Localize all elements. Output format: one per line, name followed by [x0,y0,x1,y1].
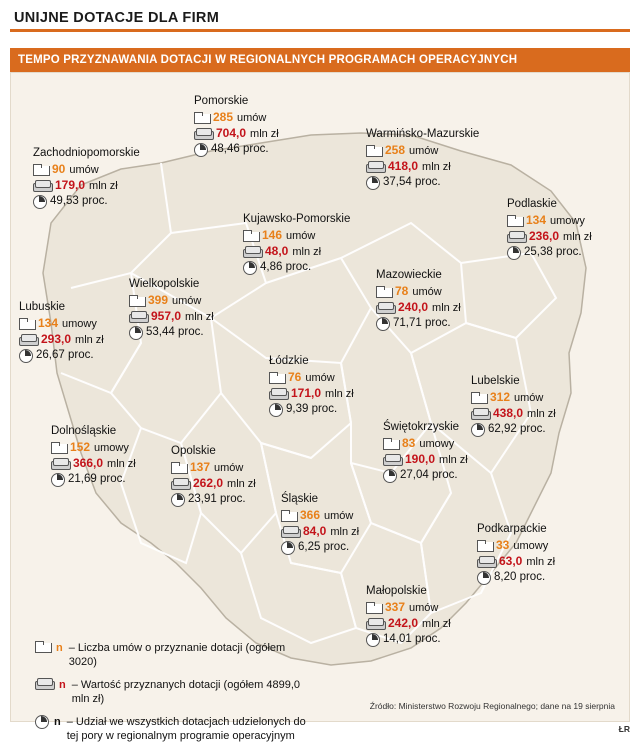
folder-icon [51,442,66,453]
region-umowy-label: umów [286,229,316,242]
region-wartosc-label: mln zł [563,230,592,243]
region-udzial-value: 6,25 proc. [298,541,350,554]
pie-icon [194,143,207,156]
pie-icon [383,469,396,482]
money-icon [366,618,384,629]
region-name: Łódzkie [269,355,309,367]
folder-icon [33,164,48,175]
region-udzial-value: 37,54 proc. [383,176,441,189]
region-udzial-row [366,175,479,191]
author-credit: ŁR [618,724,630,734]
money-icon [269,388,287,399]
region-umowy-row [33,162,140,178]
folder-icon [281,510,296,521]
region-name: Dolnośląskie [51,425,117,437]
folder-icon [35,641,50,652]
region-umowy-value: 146 [262,228,283,243]
region-umowy-value: 366 [300,508,321,523]
region-umowy-label: umów [305,371,335,384]
region-wartosc-row [243,244,350,260]
region-podkarpackie [477,523,555,586]
region-udzial-row [376,316,461,332]
region-name: Kujawsko-Pomorskie [243,213,351,225]
pie-icon [471,423,484,436]
region-umowy-label: umowy [94,441,129,454]
region-umowy-value: 312 [490,390,511,405]
folder-icon [269,372,284,383]
region-umowy-row [376,284,461,300]
region-umowy-row [194,110,279,126]
money-icon [471,408,489,419]
pie-icon [19,349,32,362]
region-umowy-row [366,143,479,159]
region-umowy-label: umów [172,294,202,307]
region-wartosc-value: 171,0 [291,386,322,401]
region-name: Pomorskie [194,95,249,107]
pie-icon [269,403,282,416]
source-note: Źródło: Ministerstwo Rozwoju Regionalnego; dane na 19 sierpnia [369,701,615,711]
region-wielkopolskie [129,278,214,341]
region-wartosc-value: 262,0 [193,476,224,491]
region-umowy-label: umów [412,285,442,298]
region-udzial-row [129,325,214,341]
money-icon [281,526,299,537]
region-wartosc-row [269,386,354,402]
region-podlaskie [507,198,592,261]
region-umowy-value: 152 [70,440,91,455]
region-wartosc-label: mln zł [526,555,556,568]
region-name: Małopolskie [366,585,427,597]
pie-icon [129,326,142,339]
region-name: Podkarpackie [477,523,547,535]
folder-icon [471,392,486,403]
money-icon [477,556,495,567]
region-wartosc-value: 957,0 [151,309,182,324]
region-umowy-row [19,316,104,332]
region-wartosc-label: mln zł [75,333,104,346]
pie-icon [507,246,520,259]
region-slaskie [281,493,359,556]
region-umowy-value: 33 [496,538,510,553]
region-wartosc-value: 293,0 [41,332,72,347]
region-udzial-value: 21,69 proc. [68,473,126,486]
region-udzial-row [243,260,350,276]
region-wartosc-row [194,126,279,142]
region-udzial-value: 62,92 proc. [488,423,546,436]
region-wartosc-label: mln zł [250,127,279,140]
region-umowy-label: umów [237,111,267,124]
region-wartosc-value: 63,0 [499,554,523,569]
region-wartosc-value: 418,0 [388,159,419,174]
region-umowy-row [129,293,214,309]
region-wartosc-label: mln zł [439,453,468,466]
region-udzial-value: 48,46 proc. [211,143,269,156]
money-icon [19,334,37,345]
region-wartosc-value: 438,0 [493,406,524,421]
region-wartosc-value: 236,0 [529,229,560,244]
pie-icon [477,571,490,584]
region-wartosc-value: 366,0 [73,456,104,471]
region-udzial-row [171,492,256,508]
region-wartosc-label: mln zł [330,525,360,538]
region-name: Świętokrzyskie [383,421,460,433]
money-icon [383,454,401,465]
region-udzial-value: 25,38 proc. [524,246,582,259]
region-umowy-value: 90 [52,162,66,177]
region-udzial-row [471,422,556,438]
region-umowy-value: 83 [402,436,416,451]
region-wartosc-value: 179,0 [55,178,86,193]
region-wartosc-label: mln zł [227,477,256,490]
region-wartosc-value: 704,0 [216,126,247,141]
region-udzial-value: 23,91 proc. [188,493,246,506]
region-wartosc-label: mln zł [432,301,461,314]
page-title: UNIJNE DOTACJE DLA FIRM [10,6,630,32]
region-umowy-row [383,436,468,452]
region-name: Lubuskie [19,301,66,313]
money-icon [366,161,384,172]
region-wartosc-value: 240,0 [398,300,429,315]
region-umowy-label: umowy [419,437,455,450]
region-udzial-value: 14,01 proc. [383,633,441,646]
region-wartosc-row [383,452,468,468]
legend-symbol-n-orange: n [56,642,63,654]
legend-symbol-n-black: n [54,716,61,729]
region-opolskie [171,445,256,508]
region-zachodniopomorskie [33,147,140,210]
region-udzial-value: 49,53 proc. [50,195,108,208]
legend-text-udzial: – Udział we wszystkich dotacjach udzielonych do tej pory w regionalnym programie operacyjnym [66,716,306,743]
region-umowy-value: 78 [395,284,409,299]
region-umowy-row [477,538,555,554]
folder-icon [366,145,381,156]
region-umowy-label: umów [324,509,354,522]
region-wartosc-label: mln zł [422,160,451,173]
pie-icon [35,715,48,728]
region-umowy-row [471,390,556,406]
region-udzial-row [51,472,136,488]
region-wartosc-value: 190,0 [405,452,436,467]
region-name: Podlaskie [507,198,557,210]
money-icon [35,678,53,689]
legend-text-wartosc: – Wartość przyznanych dotacji (ogółem 4899,0 mln zł) [71,679,300,706]
region-udzial-row [477,570,555,586]
pie-icon [366,633,379,646]
region-udzial-row [383,468,468,484]
region-wartosc-label: mln zł [107,457,136,470]
region-umowy-row [366,600,451,616]
region-umowy-row [51,440,136,456]
money-icon [507,231,525,242]
region-wartosc-row [129,309,214,325]
region-wartosc-row [471,406,556,422]
subtitle-bar: TEMPO PRZYZNAWANIA DOTACJI W REGIONALNYCH PROGRAMACH OPERACYJNYCH [10,48,630,72]
region-swietokrzyskie [383,421,468,484]
region-udzial-value: 8,20 proc. [494,571,546,584]
region-pomorskie [194,95,279,158]
region-lodzkie [269,355,354,418]
region-umowy-row [281,508,359,524]
region-wartosc-row [281,524,359,540]
region-umowy-value: 258 [385,143,406,158]
region-umowy-value: 134 [526,213,547,228]
region-umowy-label: umów [409,601,439,614]
region-wartosc-row [33,178,140,194]
region-dolnoslaskie [51,425,136,488]
region-udzial-row [19,348,104,364]
region-name: Opolskie [171,445,216,457]
region-umowy-label: umów [514,391,544,404]
region-umowy-row [171,460,256,476]
region-name: Warmińsko-Mazurskie [366,128,480,140]
money-icon [376,302,394,313]
region-umowy-row [269,370,354,386]
region-kujawsko-pomorskie [243,213,350,276]
region-udzial-row [507,245,592,261]
region-name: Zachodniopomorskie [33,147,140,159]
region-umowy-label: umowy [550,214,585,227]
legend-item-udzial [35,715,315,743]
region-wartosc-label: mln zł [89,179,118,192]
region-umowy-value: 337 [385,600,406,615]
region-wartosc-row [376,300,461,316]
region-umowy-label: umów [69,163,99,176]
region-udzial-row [281,540,359,556]
region-umowy-label: umowy [513,539,549,552]
region-udzial-value: 9,39 proc. [286,403,338,416]
folder-icon [194,112,209,123]
region-lubelskie [471,375,556,438]
region-umowy-label: umowy [62,317,97,330]
region-wartosc-row [477,554,555,570]
region-lubuskie [19,301,104,364]
pie-icon [281,541,294,554]
region-udzial-row [194,142,279,158]
money-icon [51,458,69,469]
pie-icon [171,493,184,506]
region-wartosc-label: mln zł [185,310,214,323]
region-name: Wielkopolskie [129,278,200,290]
pie-icon [33,195,46,208]
money-icon [33,180,51,191]
region-mazowieckie [376,269,461,332]
region-umowy-label: umów [214,461,244,474]
region-name: Lubelskie [471,375,520,387]
money-icon [171,478,189,489]
region-wartosc-row [171,476,256,492]
region-warminsko-mazurskie [366,128,479,191]
region-wartosc-row [507,229,592,245]
region-wartosc-value: 84,0 [303,524,327,539]
region-udzial-row [33,194,140,210]
legend-item-wartosc [35,678,315,706]
region-umowy-value: 137 [190,460,211,475]
folder-icon [129,295,144,306]
money-icon [194,128,212,139]
pie-icon [243,261,256,274]
folder-icon [507,215,522,226]
region-malopolskie [366,585,451,648]
region-wartosc-row [366,159,479,175]
region-wartosc-row [366,616,451,632]
region-umowy-value: 76 [288,370,302,385]
region-name: Mazowieckie [376,269,442,281]
region-udzial-value: 27,04 proc. [400,469,458,482]
folder-icon [383,438,398,449]
money-icon [243,246,261,257]
region-wartosc-label: mln zł [292,245,322,258]
legend-item-umowy [35,641,315,669]
region-name: Śląskie [281,493,319,505]
region-udzial-value: 53,44 proc. [146,326,204,339]
legend-symbol-n-red: n [59,679,66,692]
region-wartosc-value: 242,0 [388,616,419,631]
pie-icon [51,473,64,486]
region-umowy-row [243,228,350,244]
pie-icon [366,176,379,189]
region-umowy-value: 134 [38,316,59,331]
region-udzial-row [366,632,451,648]
legend-text-umowy: – Liczba umów o przyznanie dotacji (ogółem 3020) [68,642,286,669]
region-wartosc-label: mln zł [422,617,451,630]
folder-icon [477,540,492,551]
region-udzial-value: 4,86 proc. [260,261,312,274]
folder-icon [376,286,391,297]
folder-icon [243,230,258,241]
folder-icon [19,318,34,329]
region-umowy-row [507,213,592,229]
money-icon [129,311,147,322]
legend [35,641,315,752]
region-udzial-value: 71,71 proc. [393,317,451,330]
region-wartosc-row [51,456,136,472]
pie-icon [376,317,389,330]
folder-icon [171,462,186,473]
region-wartosc-row [19,332,104,348]
region-wartosc-label: mln zł [325,387,354,400]
folder-icon [366,602,381,613]
region-wartosc-value: 48,0 [265,244,289,259]
region-udzial-value: 26,67 proc. [36,349,94,362]
region-umowy-value: 399 [148,293,169,308]
region-umowy-label: umów [409,144,439,157]
region-udzial-row [269,402,354,418]
region-wartosc-label: mln zł [527,407,556,420]
region-umowy-value: 285 [213,110,234,125]
